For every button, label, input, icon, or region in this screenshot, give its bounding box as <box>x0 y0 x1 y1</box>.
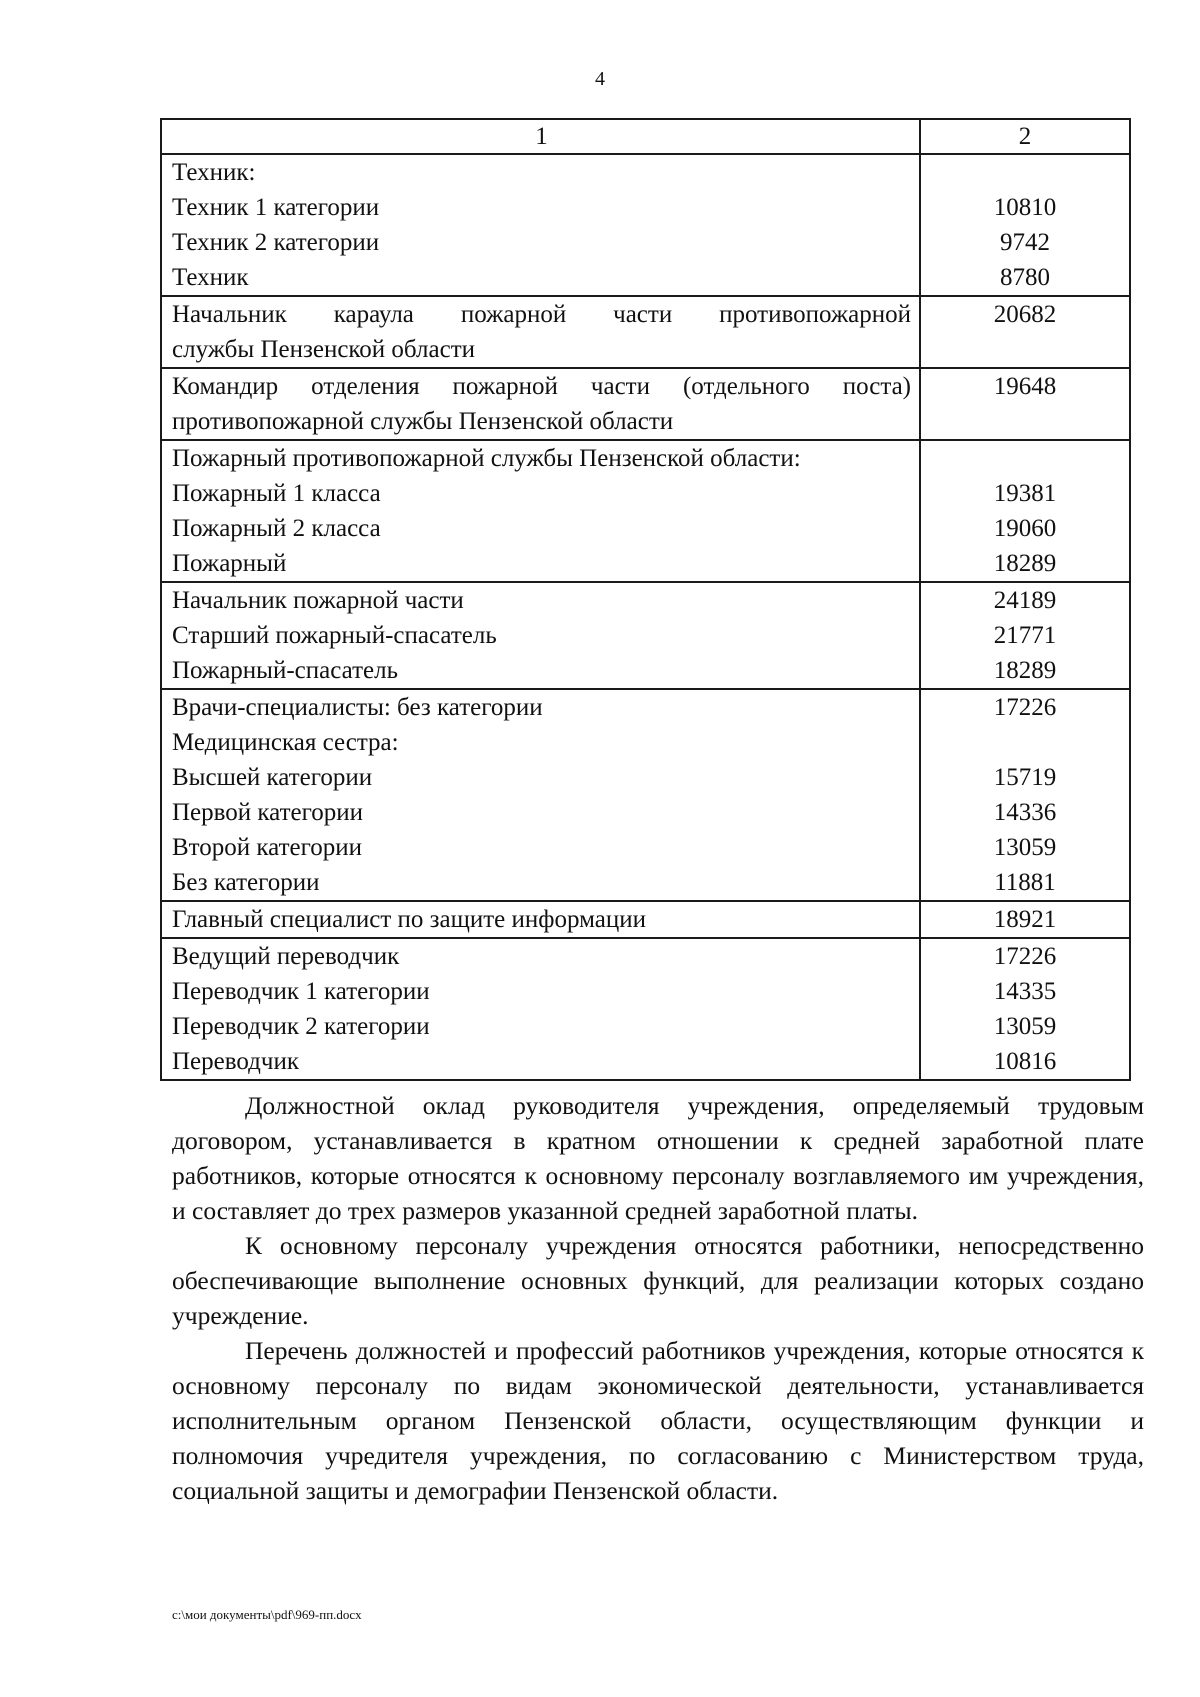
position-name: Командир отделения пожарной части (отдельного поста) <box>172 373 911 400</box>
position-cell <box>161 368 920 440</box>
paragraph-core-staff: К основному персоналу учреждения относятся работники, непосредственно обеспечивающие выполнение основных функций, для реализации которых создано учреждение. <box>172 1231 1144 1330</box>
position-name: Пожарный 1 класса <box>172 480 381 507</box>
table-header-col-2: 2 <box>920 119 1130 154</box>
position-name: Старший пожарный-спасатель <box>172 622 497 649</box>
salary-value <box>921 441 1129 476</box>
position-name: Первой категории <box>172 799 364 826</box>
salary-value <box>921 155 1129 190</box>
table-row <box>161 296 1130 368</box>
position-cell <box>161 582 920 689</box>
table-header-row <box>161 119 1130 154</box>
paragraph-head-salary: Должностной оклад руководителя учреждения, определяемый трудовым договором, устанавливается в кратном отношении к средней заработной плате работников, которые относятся к основному персоналу возглавляемого им учреждения, и составляет до трех размеров указанной средней заработной платы. <box>172 1091 1144 1225</box>
position-name: Переводчик 2 категории <box>172 1013 430 1040</box>
salary-value: 18289 <box>993 550 1057 577</box>
position-name: службы Пензенской области <box>172 336 476 363</box>
table-row <box>161 154 1130 296</box>
salary-cell <box>920 901 1130 938</box>
salary-value: 13059 <box>993 1013 1057 1040</box>
salary-value: 17226 <box>993 694 1057 721</box>
position-name: Второй категории <box>172 834 363 861</box>
salary-value: 17226 <box>993 943 1057 970</box>
position-cell <box>161 689 920 901</box>
position-name: противопожарной службы Пензенской области <box>172 408 674 435</box>
salary-value: 14336 <box>993 799 1057 826</box>
position-name: Техник: <box>172 159 256 186</box>
salary-value <box>921 725 1129 760</box>
position-name: Медицинская сестра: <box>172 729 399 756</box>
position-name: Пожарный <box>172 550 287 577</box>
position-name: Техник <box>172 264 249 291</box>
position-name: Пожарный 2 класса <box>172 515 381 542</box>
salary-cell <box>920 582 1130 689</box>
salary-cell <box>920 440 1130 582</box>
salary-value: 10816 <box>993 1048 1057 1075</box>
salary-cell <box>920 689 1130 901</box>
table-row <box>161 582 1130 689</box>
salary-value: 15719 <box>993 764 1057 791</box>
position-cell <box>161 901 920 938</box>
position-name: Переводчик <box>172 1048 299 1075</box>
salary-cell <box>920 296 1130 368</box>
position-name: Без категории <box>172 869 320 896</box>
position-name: Техник 2 категории <box>172 229 380 256</box>
salary-value: 13059 <box>993 834 1057 861</box>
position-name: Техник 1 категории <box>172 194 380 221</box>
salary-value: 20682 <box>993 301 1057 328</box>
salary-value: 19648 <box>993 373 1057 400</box>
salary-cell <box>920 154 1130 296</box>
salary-value: 10810 <box>993 194 1057 221</box>
body-text <box>172 1088 1144 1508</box>
salary-value: 11881 <box>994 869 1056 896</box>
salary-table <box>160 118 1131 1081</box>
salary-value: 9742 <box>1000 229 1050 256</box>
position-name: Пожарный-спасатель <box>172 657 399 684</box>
salary-value: 24189 <box>993 587 1057 614</box>
position-name: Высшей категории <box>172 764 373 791</box>
salary-value: 21771 <box>993 622 1057 649</box>
table-row <box>161 689 1130 901</box>
position-name: Пожарный противопожарной службы Пензенской области: <box>172 445 801 472</box>
table-row <box>161 368 1130 440</box>
table-row <box>161 938 1130 1080</box>
position-name: Врачи-специалисты: без категории <box>172 694 543 721</box>
salary-value: 14335 <box>993 978 1057 1005</box>
page-number: 4 <box>595 68 605 90</box>
paragraph-positions-list: Перечень должностей и профессий работников учреждения, которые относятся к основному персоналу по видам экономической деятельности, устанавливается исполнительным органом Пензенской области, осуществляющим функции и полномочия учредителя учреждения, по согласованию с Министерством труда, социальной защиты и демографии Пензенской области. <box>172 1336 1144 1505</box>
salary-value: 18921 <box>993 906 1057 933</box>
position-name: Начальник пожарной части <box>172 587 464 614</box>
salary-value: 18289 <box>993 657 1057 684</box>
salary-cell <box>920 368 1130 440</box>
position-name: Главный специалист по защите информации <box>172 906 646 933</box>
position-name: Ведущий переводчик <box>172 943 400 970</box>
position-cell <box>161 938 920 1080</box>
table-row <box>161 901 1130 938</box>
table-row <box>161 440 1130 582</box>
position-cell <box>161 440 920 582</box>
salary-value: 19381 <box>993 480 1057 507</box>
position-cell <box>161 154 920 296</box>
position-cell <box>161 296 920 368</box>
footer-file-path: c:\мои документы\pdf\969-пп.docx <box>172 1607 362 1622</box>
salary-value: 19060 <box>993 515 1057 542</box>
salary-value: 8780 <box>1000 264 1050 291</box>
position-name: Начальник караула пожарной части противопожарной <box>172 301 911 328</box>
table-header-col-1: 1 <box>161 119 920 154</box>
position-name: Переводчик 1 категории <box>172 978 430 1005</box>
salary-cell <box>920 938 1130 1080</box>
